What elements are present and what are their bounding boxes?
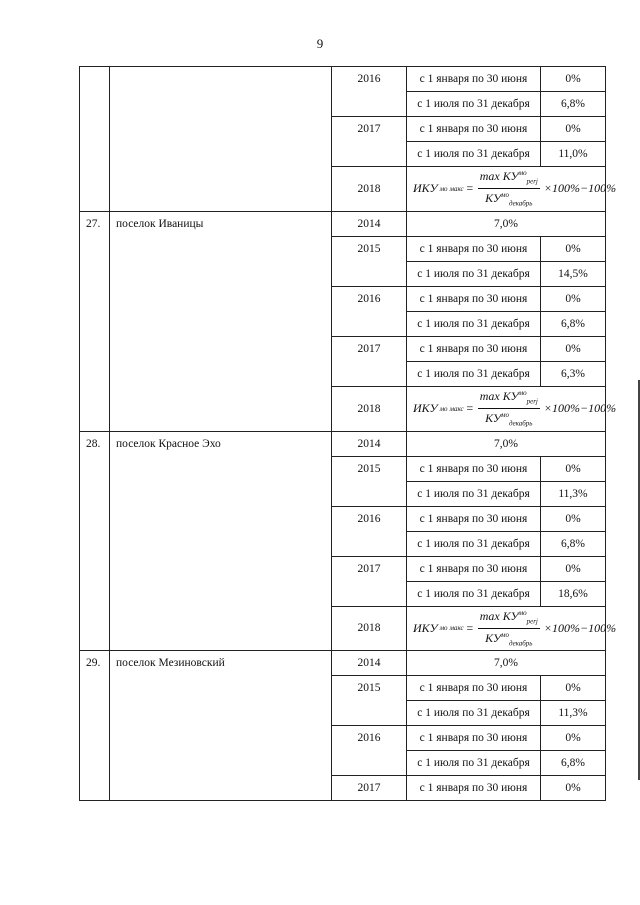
formula-lhs-sup: мо <box>439 624 448 633</box>
year-cell: 2016 <box>332 286 407 336</box>
value-cell: 0% <box>541 556 606 581</box>
formula-lhs: ИКУ <box>413 181 438 196</box>
formula-tail: ×100%−100% <box>543 401 617 416</box>
year-cell: 2015 <box>332 676 407 726</box>
year-cell: 2016 <box>332 506 407 556</box>
formula-tail: ×100%−100% <box>543 181 617 196</box>
formula-equals: = <box>465 401 474 416</box>
year-cell: 2017 <box>332 556 407 606</box>
value-cell: 6,3% <box>541 361 606 386</box>
year-cell: 2014 <box>332 431 407 456</box>
period-cell: с 1 января по 30 июня <box>407 726 541 751</box>
year-cell: 2018 <box>332 606 407 651</box>
value-cell: 6,8% <box>541 531 606 556</box>
formula-numerator <box>478 387 540 409</box>
year-cell: 2017 <box>332 776 407 801</box>
formula-lhs-sub: макс <box>449 404 464 413</box>
year-cell: 2017 <box>332 117 407 167</box>
settlement-name: поселок Иваницы <box>110 211 332 431</box>
denominator-sub: декабрь <box>508 419 533 428</box>
merged-value: 7,0% <box>407 431 606 456</box>
value-cell: 11,3% <box>541 701 606 726</box>
formula-lhs: ИКУ <box>413 401 438 416</box>
numerator-sub: реrj <box>526 397 538 406</box>
denominator-sub: декабрь <box>508 199 533 208</box>
value-cell: 0% <box>541 726 606 751</box>
value-cell: 0% <box>541 67 606 92</box>
value-cell: 18,6% <box>541 581 606 606</box>
formula-lhs-sup: мо <box>439 184 448 193</box>
year-cell: 2016 <box>332 726 407 776</box>
period-cell: с 1 июля по 31 декабря <box>407 581 541 606</box>
numerator-sup: мо <box>518 169 527 177</box>
formula-denominator <box>483 629 534 650</box>
period-cell: с 1 июля по 31 декабря <box>407 92 541 117</box>
page-number: 9 <box>316 36 324 51</box>
year-cell: 2015 <box>332 236 407 286</box>
formula-ikumax <box>413 387 616 431</box>
formula-ikumax <box>413 167 616 211</box>
period-cell: с 1 июля по 31 декабря <box>407 481 541 506</box>
value-cell: 0% <box>541 336 606 361</box>
value-cell: 11,0% <box>541 142 606 167</box>
table-row <box>80 431 606 456</box>
year-cell: 2015 <box>332 456 407 506</box>
period-cell: с 1 января по 30 июня <box>407 776 541 801</box>
year-cell: 2017 <box>332 336 407 386</box>
year-cell: 2014 <box>332 211 407 236</box>
period-cell: с 1 января по 30 июня <box>407 236 541 261</box>
denominator-text: КУ <box>485 411 501 426</box>
value-cell: 0% <box>541 286 606 311</box>
period-cell: с 1 июля по 31 декабря <box>407 751 541 776</box>
period-cell: с 1 июля по 31 декабря <box>407 311 541 336</box>
merged-value: 7,0% <box>407 651 606 676</box>
formula-fraction <box>478 387 540 431</box>
formula-equals: = <box>465 181 474 196</box>
formula-fraction <box>478 607 540 651</box>
formula-cell <box>407 167 617 212</box>
formula-equals: = <box>465 620 474 635</box>
period-cell: с 1 июля по 31 декабря <box>407 701 541 726</box>
denominator-sup: мо <box>500 191 509 200</box>
formula-denominator <box>483 189 534 210</box>
formula-lhs: ИКУ <box>413 620 438 635</box>
table-row <box>80 211 606 236</box>
denominator-sup: мо <box>500 411 509 420</box>
value-cell: 6,8% <box>541 311 606 336</box>
period-cell: с 1 января по 30 июня <box>407 336 541 361</box>
period-cell: с 1 июля по 31 декабря <box>407 531 541 556</box>
formula-cell <box>407 386 617 431</box>
value-cell: 6,8% <box>541 92 606 117</box>
numerator-text: max КУ <box>479 388 519 403</box>
period-cell: с 1 июля по 31 декабря <box>407 361 541 386</box>
formula-ikumax <box>413 607 616 651</box>
year-cell: 2014 <box>332 651 407 676</box>
settlement-name: поселок Красное Эхо <box>110 431 332 651</box>
period-cell: с 1 января по 30 июня <box>407 676 541 701</box>
merged-value: 7,0% <box>407 211 606 236</box>
value-cell: 11,3% <box>541 481 606 506</box>
period-cell: с 1 января по 30 июня <box>407 556 541 581</box>
value-cell: 6,8% <box>541 751 606 776</box>
formula-lhs-sub: макс <box>449 624 464 633</box>
period-cell: с 1 июля по 31 декабря <box>407 261 541 286</box>
table-row <box>80 67 606 92</box>
value-cell: 0% <box>541 776 606 801</box>
formula-tail: ×100%−100% <box>543 620 617 635</box>
period-cell: с 1 января по 30 июня <box>407 506 541 531</box>
row-number <box>80 67 110 212</box>
numerator-sub: реrj <box>526 616 538 625</box>
row-number: 27. <box>80 211 110 431</box>
numerator-sup: мо <box>518 388 527 397</box>
numerator-text: max КУ <box>479 608 519 623</box>
numerator-sup: мо <box>518 608 527 617</box>
denominator-text: КУ <box>485 630 501 645</box>
formula-fraction <box>478 167 540 211</box>
settlement-name: поселок Мезиновский <box>110 651 332 801</box>
formula-numerator <box>478 607 540 629</box>
value-cell: 14,5% <box>541 261 606 286</box>
value-cell: 0% <box>541 676 606 701</box>
value-cell: 0% <box>541 456 606 481</box>
period-cell: с 1 января по 30 июня <box>407 117 541 142</box>
table-row <box>80 651 606 676</box>
formula-cell <box>407 606 617 651</box>
formula-lhs-sup: мо <box>439 404 448 413</box>
year-cell: 2016 <box>332 67 407 117</box>
denominator-sup: мо <box>500 630 509 639</box>
row-number: 29. <box>80 651 110 801</box>
denominator-sub: декабрь <box>508 639 533 648</box>
period-cell: с 1 июля по 31 декабря <box>407 142 541 167</box>
formula-lhs-sub: макс <box>449 184 464 193</box>
period-cell: с 1 января по 30 июня <box>407 286 541 311</box>
tariff-index-table <box>79 66 617 801</box>
formula-numerator <box>478 167 540 189</box>
year-cell: 2018 <box>332 167 407 212</box>
denominator-text: КУ <box>485 191 501 206</box>
formula-denominator <box>483 409 534 430</box>
numerator-sub: реrj <box>526 177 538 186</box>
value-cell: 0% <box>541 506 606 531</box>
period-cell: с 1 января по 30 июня <box>407 67 541 92</box>
settlement-name <box>110 67 332 212</box>
period-cell: с 1 января по 30 июня <box>407 456 541 481</box>
year-cell: 2018 <box>332 386 407 431</box>
numerator-text: max КУ <box>479 169 519 183</box>
row-number: 28. <box>80 431 110 651</box>
value-cell: 0% <box>541 117 606 142</box>
value-cell: 0% <box>541 236 606 261</box>
